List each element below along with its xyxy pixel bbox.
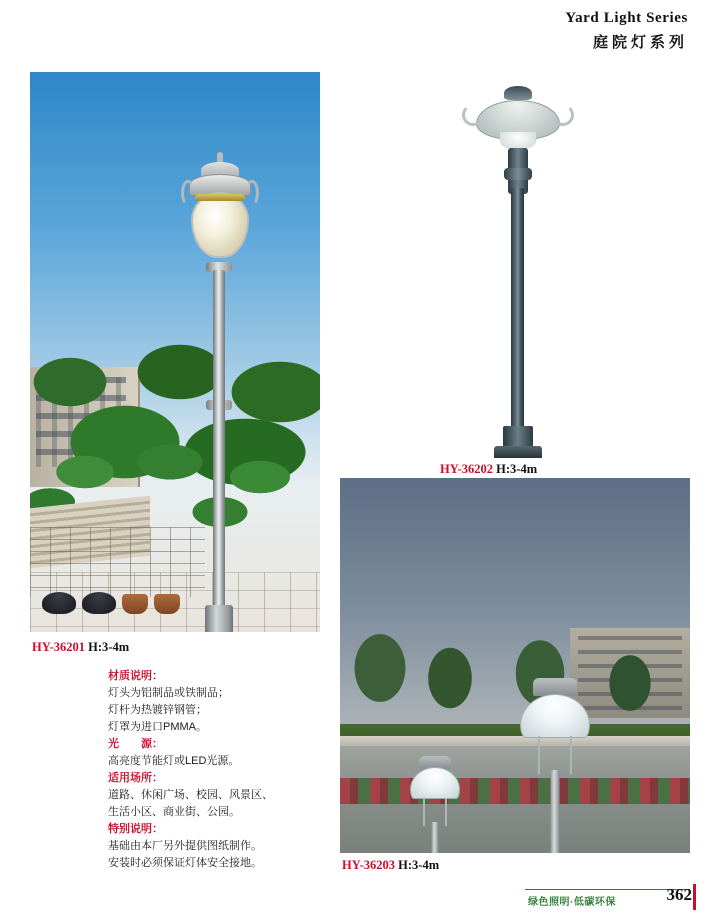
product-photo-hy36203 [340,478,690,853]
product-code-hy36201: HY-36201 [32,640,86,654]
product-photo-hy36202 [340,60,690,458]
lamp-scroll-arm-right [245,180,259,206]
spec-material-heading: 材质说明： [108,670,163,682]
lamp-bowl [520,694,590,738]
product-photo-hy36201 [30,72,320,632]
lamp-base-plate [494,446,542,458]
product-height-hy36202: H:3-4m [496,462,538,476]
product-height-hy36203: H:3-4m [398,858,440,872]
lamp-neck-joint [504,168,532,180]
lamp-scroll-arm-right [552,104,574,126]
lamp-top-cap [504,86,532,100]
lamp-pole [551,770,560,853]
lamp-base-column [503,426,533,448]
spec-usage-line-1: 道路、休闲广场、校园、风景区、 [108,789,273,801]
product-height-hy36201: H:3-4m [88,640,130,654]
lamp-scroll-arm-left [462,104,484,126]
lamp-v-bracket [538,736,572,774]
spec-usage-line-2: 生活小区、商业街、公园。 [108,806,240,818]
spec-note-heading: 特别说明： [108,823,163,835]
product-code-hy36202: HY-36202 [440,462,494,476]
yard-lamp-hy36201 [175,150,265,632]
lamp-globe [191,192,249,258]
yard-lamp-hy36203-background [400,756,470,853]
spec-material-line-3: 灯罩为进口PMMA。 [108,721,207,733]
product-code-hy36203: HY-36203 [342,858,396,872]
lamp-base [205,605,233,632]
page-number: 362 [666,885,692,904]
footer-divider [525,889,690,890]
yard-lamp-hy36202 [458,68,578,453]
flower-pot [122,594,148,614]
spec-note-line-1: 基础由本厂另外提供图纸制作。 [108,840,262,852]
spec-material-line-1: 灯头为铝制品或铁制品； [108,687,229,699]
planter [42,592,76,614]
header-title-en: Yard Light Series [565,10,688,26]
footer-accent-bar [693,884,696,910]
caption-hy36201 [32,640,129,655]
footer-slogan: 绿色照明·低碳环保 [528,897,616,908]
spec-light-heading: 光 源： [108,738,163,750]
lamp-scroll-arm-left [181,180,195,206]
lamp-pole [432,822,439,853]
planter [82,592,116,614]
spec-note-line-2: 安装时必须保证灯体安全接地。 [108,857,262,869]
caption-hy36202 [440,462,537,477]
lamp-bowl [410,767,460,799]
yard-lamp-hy36203-foreground [510,678,600,853]
page-header [565,10,688,52]
header-title-cn: 庭院灯系列 [592,34,688,51]
spec-material-line-2: 灯杆为热镀锌钢管； [108,704,207,716]
spec-usage-heading: 适用场所： [108,772,163,784]
lamp-pole [213,270,225,632]
spec-light-line-1: 高亮度节能灯或LED光源。 [108,755,240,767]
lamp-gold-band [195,194,245,201]
specifications-block [108,668,323,872]
lamp-pole [511,188,524,458]
caption-hy36203 [342,858,439,873]
